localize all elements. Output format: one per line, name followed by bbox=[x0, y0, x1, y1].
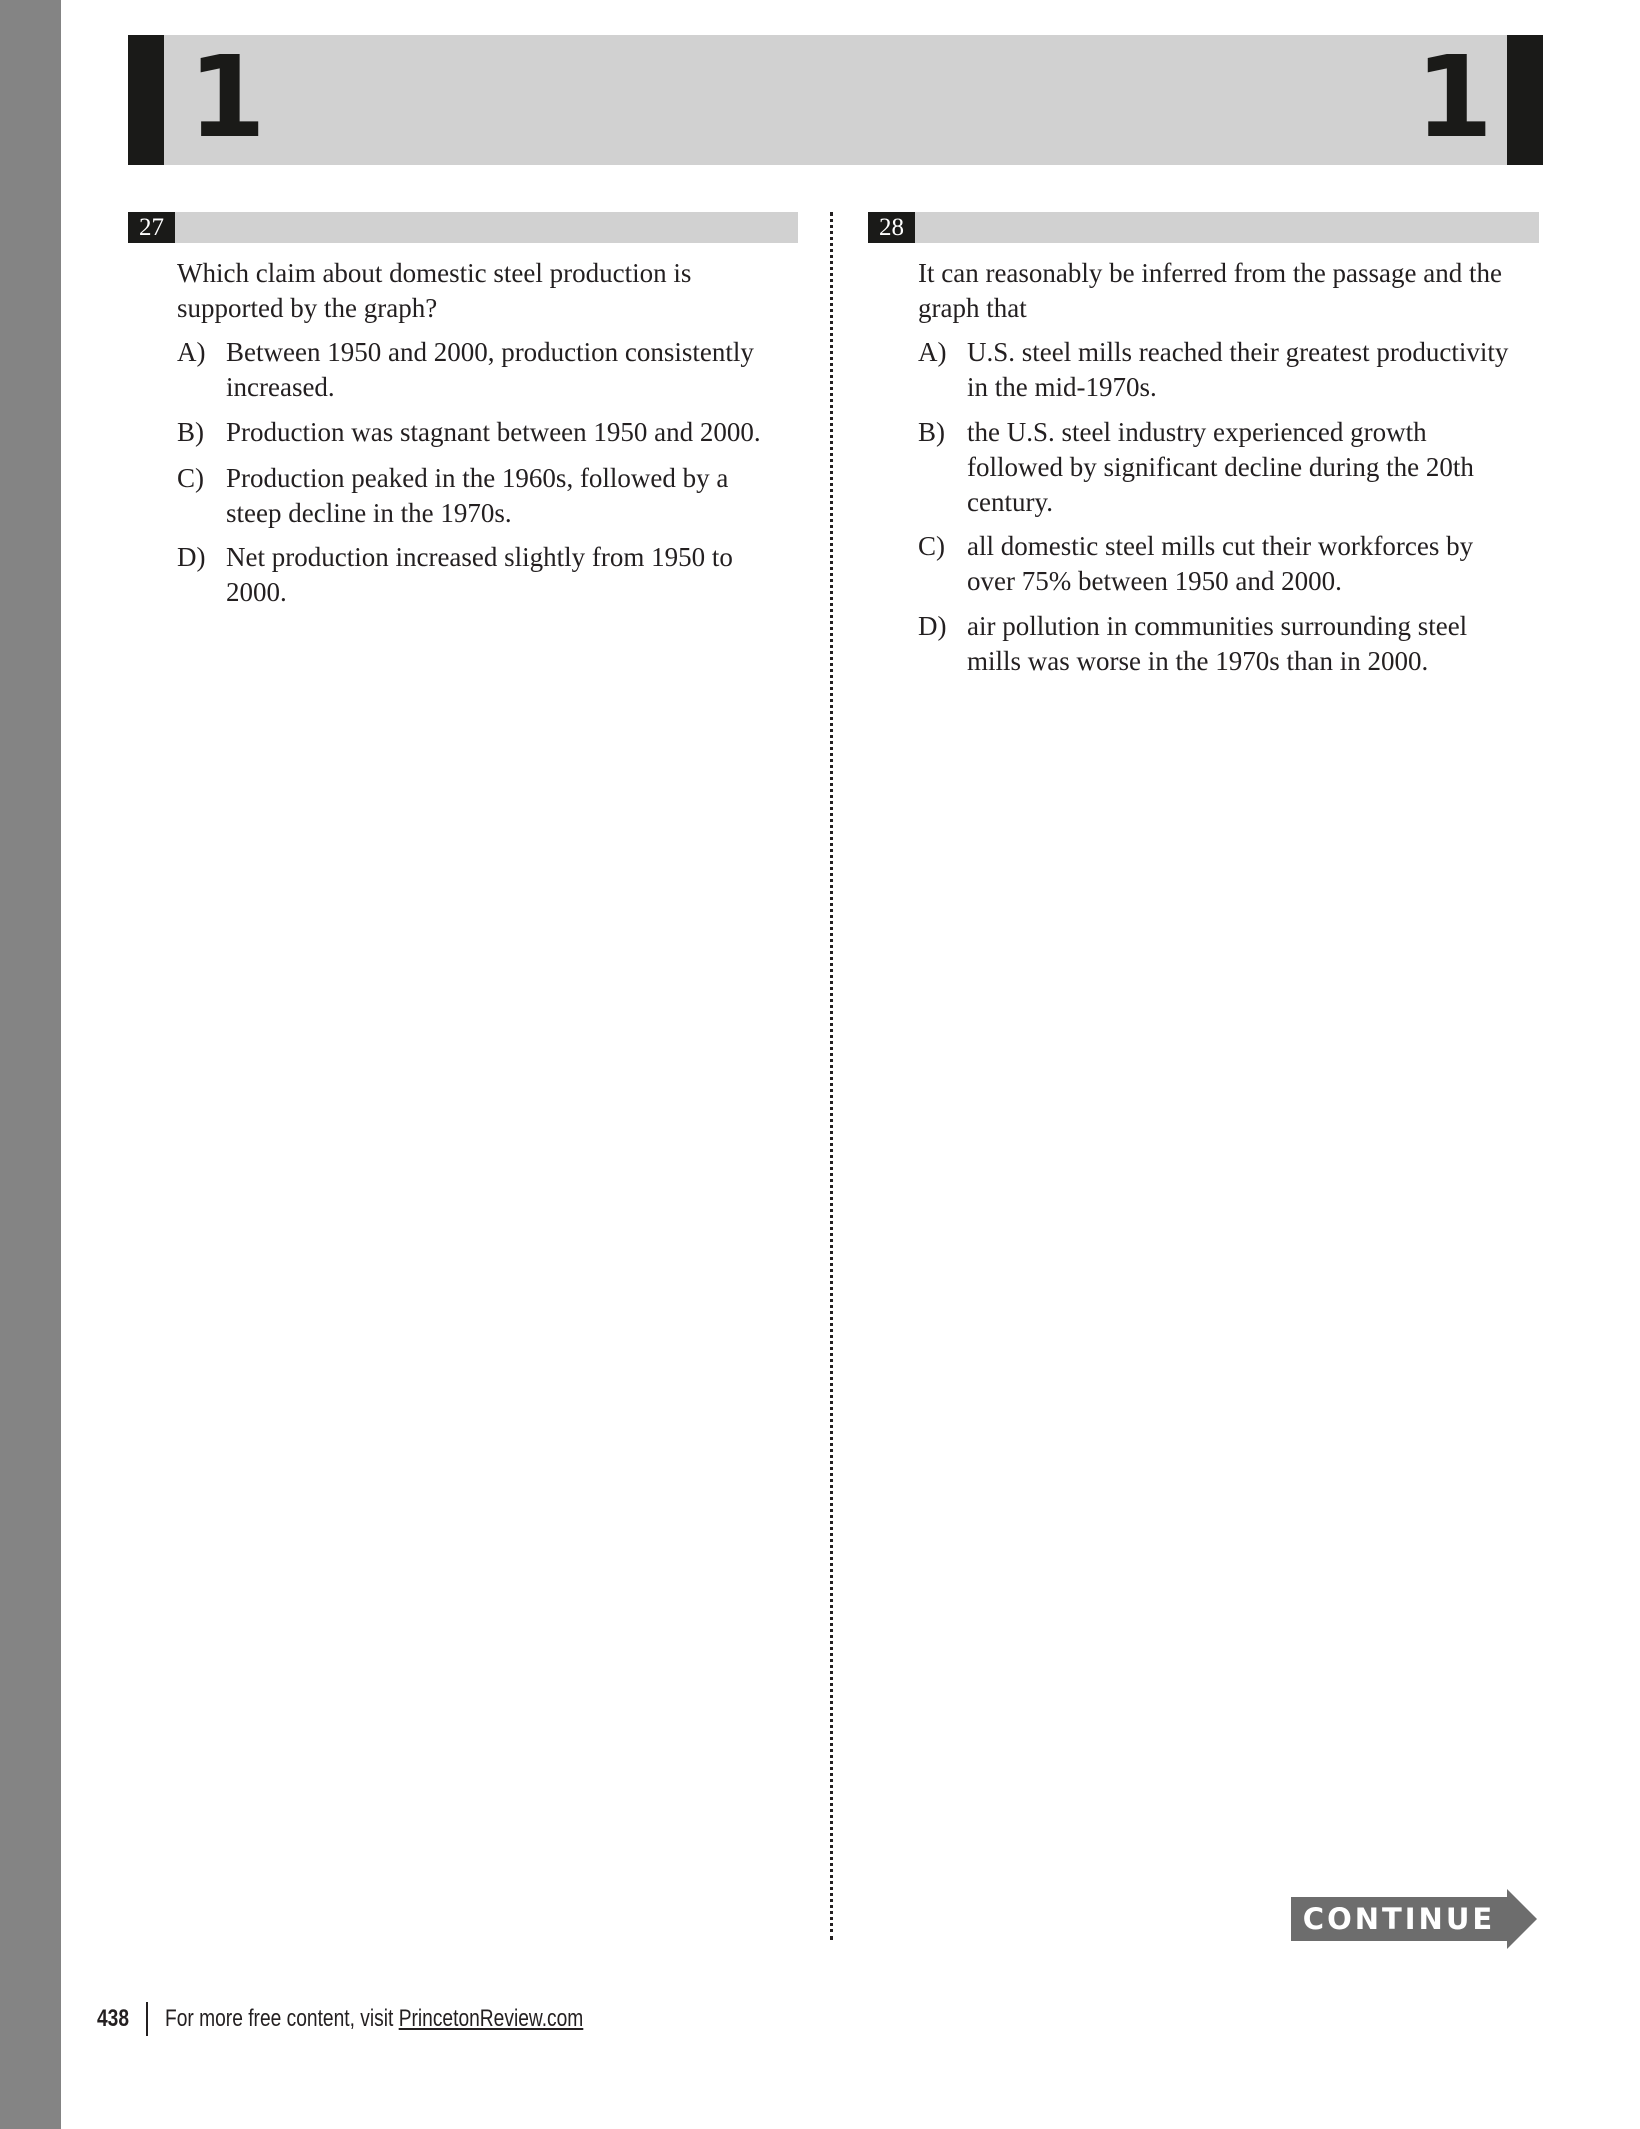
footer-separator bbox=[146, 2002, 148, 2036]
column-divider bbox=[830, 212, 833, 1940]
option-line: followed by significant decline during the 20th bbox=[967, 452, 1474, 482]
section-header bbox=[128, 35, 1543, 165]
page-edge-bar bbox=[0, 0, 61, 2129]
option-letter: B) bbox=[177, 417, 204, 447]
arrow-right-icon bbox=[1507, 1889, 1537, 1949]
stem-line: supported by the graph? bbox=[177, 293, 438, 323]
question-28-bar bbox=[868, 212, 1539, 243]
continue-label: CONTINUE bbox=[1302, 1902, 1496, 1936]
option-letter: A) bbox=[918, 337, 947, 367]
stem-line: It can reasonably be inferred from the passage and the bbox=[918, 258, 1502, 288]
section-number-left: 1 bbox=[188, 33, 266, 163]
option-letter: C) bbox=[177, 463, 204, 493]
option-line: steep decline in the 1970s. bbox=[226, 498, 512, 528]
question-28-stem bbox=[918, 256, 1502, 326]
page-footer bbox=[97, 2002, 584, 2036]
option-line: Production was stagnant between 1950 and 2000. bbox=[226, 417, 761, 447]
option-line: all domestic steel mills cut their workforces by bbox=[967, 531, 1474, 561]
option-line: air pollution in communities surrounding steel bbox=[967, 611, 1468, 641]
princeton-review-link[interactable]: PrincetonReview.com bbox=[398, 2005, 584, 2032]
option-line: increased. bbox=[226, 372, 335, 402]
option-line: in the mid-1970s. bbox=[967, 372, 1157, 402]
option-line: the U.S. steel industry experienced growth bbox=[967, 417, 1427, 447]
option-line: 2000. bbox=[226, 577, 287, 607]
option-letter: D) bbox=[918, 611, 947, 641]
question-number: 27 bbox=[128, 212, 175, 243]
question-27-stem bbox=[177, 256, 691, 326]
page-number: 438 bbox=[97, 2005, 130, 2032]
option-line: Net production increased slightly from 1950 to bbox=[226, 542, 733, 572]
question-27-bar bbox=[128, 212, 798, 243]
option-letter: A) bbox=[177, 337, 206, 367]
option-letter: D) bbox=[177, 542, 206, 572]
continue-button[interactable] bbox=[1291, 1889, 1541, 1949]
option-line: Production peaked in the 1960s, followed by a bbox=[226, 463, 729, 493]
header-right-block bbox=[1507, 35, 1543, 165]
header-left-block bbox=[128, 35, 164, 165]
section-number-right: 1 bbox=[1415, 33, 1493, 163]
option-line: century. bbox=[967, 487, 1053, 517]
option-line: mills was worse in the 1970s than in 2000. bbox=[967, 646, 1429, 676]
option-letter: B) bbox=[918, 417, 945, 447]
footer-text: For more free content, visit bbox=[165, 2005, 399, 2032]
option-line: Between 1950 and 2000, production consistently bbox=[226, 337, 754, 367]
stem-line: graph that bbox=[918, 293, 1027, 323]
stem-line: Which claim about domestic steel production is bbox=[177, 258, 692, 288]
question-number: 28 bbox=[868, 212, 915, 243]
option-letter: C) bbox=[918, 531, 945, 561]
option-line: over 75% between 1950 and 2000. bbox=[967, 566, 1342, 596]
option-line: U.S. steel mills reached their greatest productivity bbox=[967, 337, 1509, 367]
